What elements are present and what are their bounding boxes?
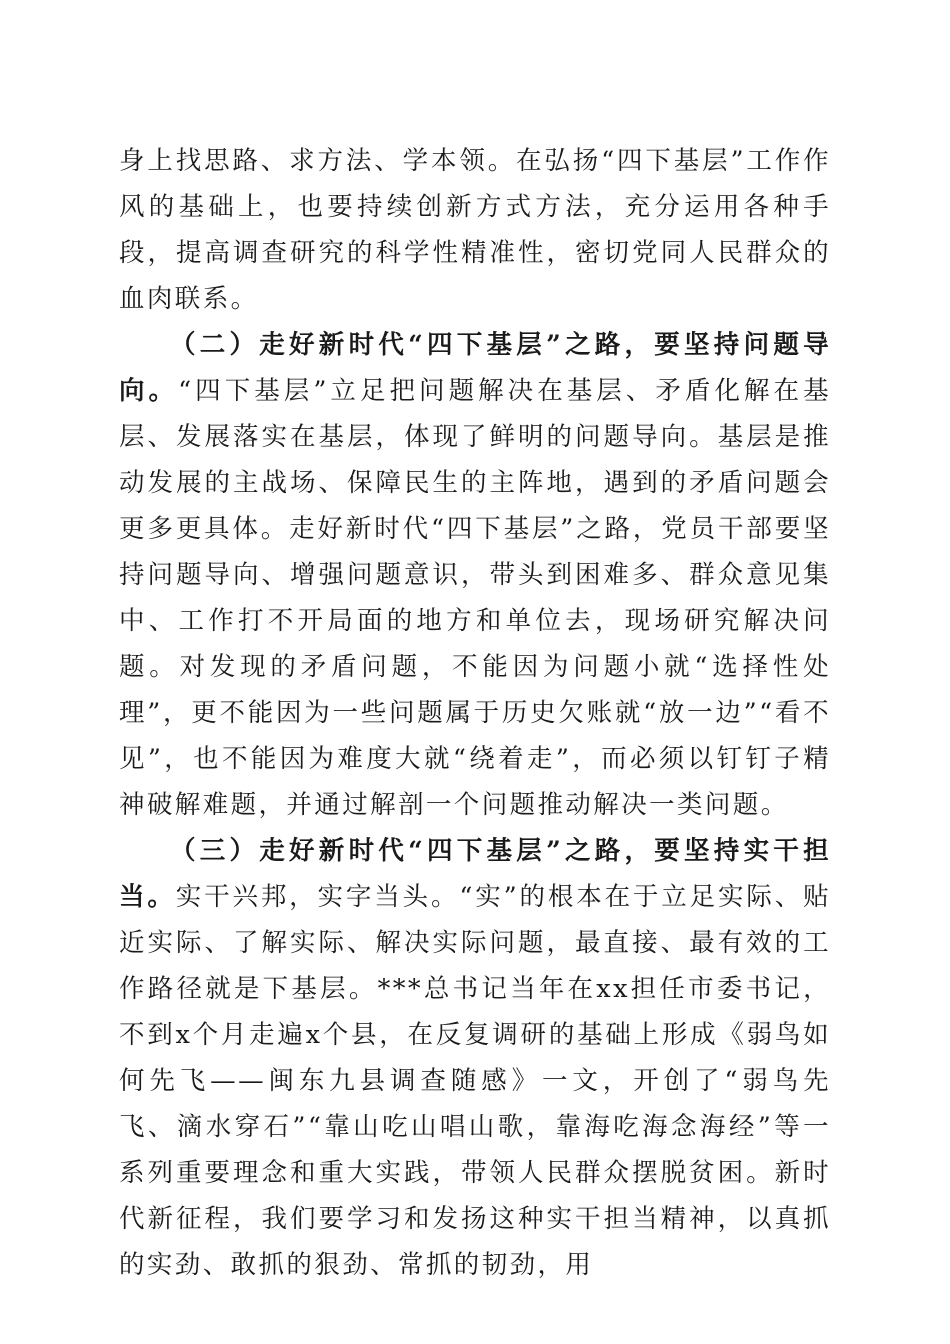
paragraph-practical-action: [119, 828, 831, 1288]
paragraph-body: 身上找思路、求方法、学本领。在弘扬“四下基层”工作作风的基础上，也要持续创新方式方法，充分运用各种手段，提高调查研究的科学性精准性，密切党同人民群众的血肉联系。: [119, 146, 831, 314]
paragraph-body: 实干兴邦，实字当头。“实”的根本在于立足实际、贴近实际、了解实际、解决实际问题，最直接、最有效的工作路径就是下基层。***总书记当年在xx担任市委书记，不到x个月走遍x个县，在反复调研的基础上形成《弱鸟如何先飞——闽东九县调查随感》一文，开创了“弱鸟先飞、滴水穿石”“靠山吃山唱山歌，靠海吃海念海经”等一系列重要理念和重大实践，带领人民群众摆脱贫困。新时代新征程，我们要学习和发扬这种实干担当精神，以真抓的实劲、敢抓的狠劲、常抓的韧劲，用: [119, 882, 831, 1280]
section-heading-two: （二）走好新时代“四下基层”之路，要坚持问题导向。: [119, 330, 831, 406]
paragraph-body: “四下基层”立足把问题解决在基层、矛盾化解在基层、发展落实在基层，体现了鲜明的问题导向。基层是推动发展的主战场、保障民生的主阵地，遇到的矛盾问题会更多更具体。走好新时代“四下基层”之路，党员干部要坚持问题导向、增强问题意识，带头到困难多、群众意见集中、工作打不开局面的地方和单位去，现场研究解决问题。对发现的矛盾问题，不能因为问题小就“选择性处理”，更不能因为一些问题属于历史欠账就“放一边”“看不见”，也不能因为难度大就“绕着走”，而必须以钉钉子精神破解难题，并通过解剖一个问题推动解决一类问题。: [119, 376, 831, 820]
document-body: [119, 138, 831, 1288]
paragraph-continuation: [119, 138, 831, 322]
paragraph-problem-orientation: [119, 322, 831, 828]
section-heading-three: （三）走好新时代“四下基层”之路，要坚持实干担当。: [119, 836, 831, 912]
